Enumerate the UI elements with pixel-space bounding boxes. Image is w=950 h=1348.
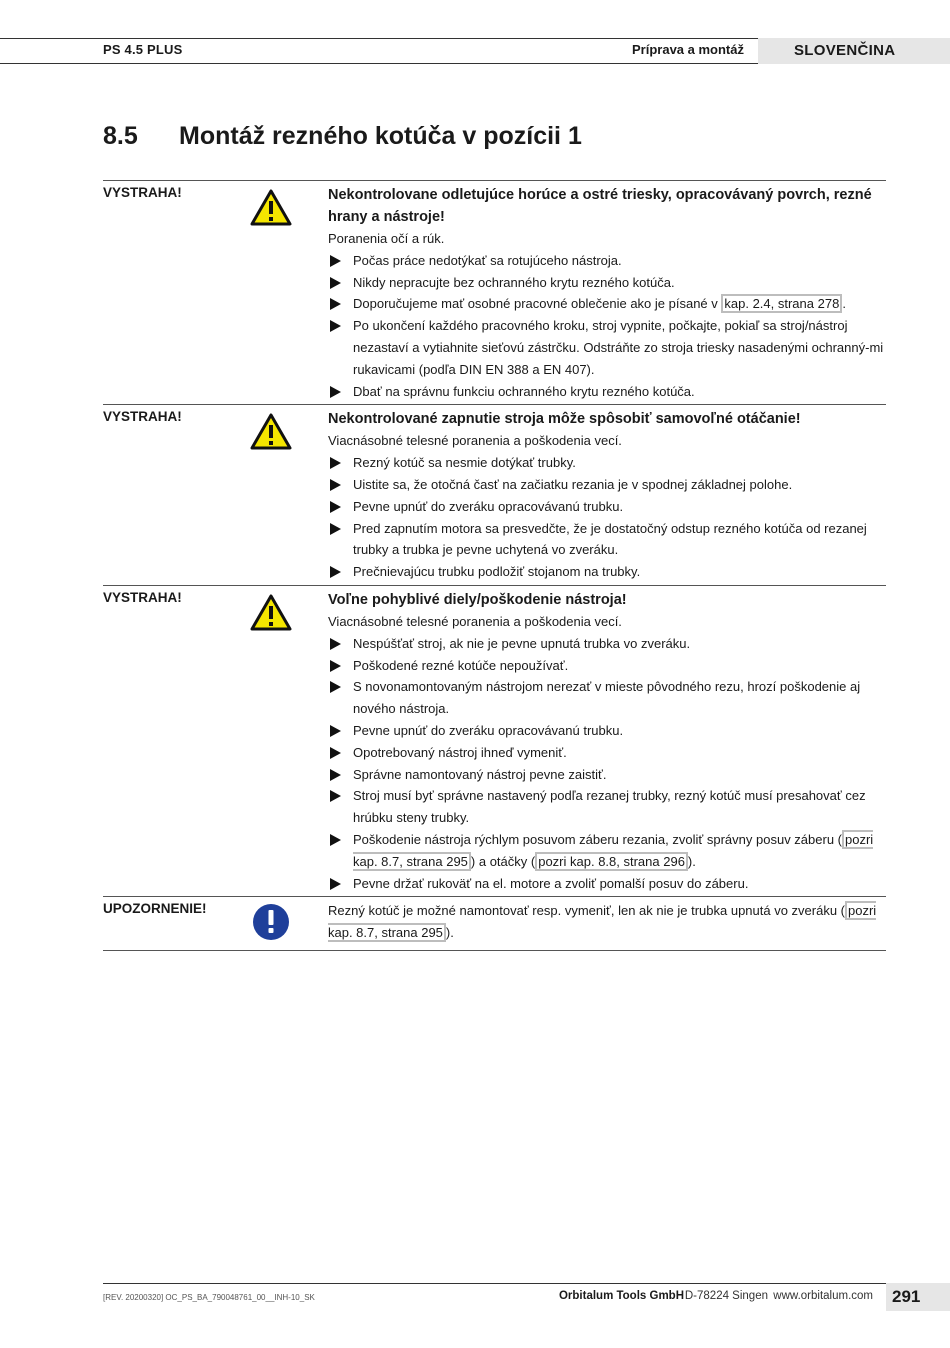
notice-block xyxy=(103,896,886,951)
list-item: Stroj musí byť správne nastavený podľa rezanej trubky, rezný kotúč musí presahovať cez hrúbku steny trubky. xyxy=(328,785,886,829)
footer-website: www.orbitalum.com xyxy=(773,1290,873,1302)
signal-word: VYSTRAHA! xyxy=(103,409,182,425)
safety-notices xyxy=(103,180,886,951)
notice-heading: Nekontrolované zapnutie stroja môže spôsobiť samovoľné otáčanie! xyxy=(328,411,801,428)
warning-triangle-icon xyxy=(250,413,292,451)
notice-heading: Voľne pohyblivé diely/poškodenie nástroja! xyxy=(328,591,627,608)
warning-triangle-icon xyxy=(250,594,292,632)
header-language: SLOVENČINA xyxy=(758,38,950,64)
page-title xyxy=(103,122,582,151)
list-item xyxy=(328,829,886,873)
list-item: S novonamontovaným nástrojom nerezať v mieste pôvodného rezu, hrozí poškodenie aj nového nástroja. xyxy=(328,676,886,720)
footer-rule xyxy=(103,1283,886,1284)
instruction-list xyxy=(328,633,886,895)
list-item xyxy=(328,293,886,315)
notice-heading: Nekontrolovane odletujúce horúce a ostré triesky, opracovávaný povrch, rezné hrany a nástroje! xyxy=(328,187,872,225)
signal-word: VYSTRAHA! xyxy=(103,185,182,200)
list-item: Uistite sa, že otočná časť na začiatku rezania je v spodnej základnej polohe. xyxy=(328,474,886,496)
footer-address: D-78224 Singen xyxy=(684,1290,768,1302)
list-item: Počas práce nedotýkať sa rotujúceho nástroja. xyxy=(328,250,886,272)
list-item: Prečnievajúcu trubku podložiť stojanom na trubky. xyxy=(328,561,886,583)
list-item: Pevne držať rukoväť na el. motore a zvoliť pomalší posuv do záberu. xyxy=(328,873,886,895)
notice-content xyxy=(328,900,886,948)
warning-triangle-icon xyxy=(250,189,292,227)
list-item-text: Doporučujeme mať osobné pracovné oblečenie ako je písané v xyxy=(353,296,722,312)
instruction-list xyxy=(328,452,886,583)
list-item-text: ). xyxy=(687,853,696,869)
list-item: Pevne upnúť do zveráku opracovávanú trubku. xyxy=(328,720,886,742)
list-item: Nespúšťať stroj, ak nie je pevne upnutá trubka vo zveráku. xyxy=(328,633,886,655)
cross-reference-link[interactable]: kap. 2.4, strana 278 xyxy=(721,294,842,313)
list-item-text: ) a otáčky ( xyxy=(470,853,536,869)
header-section: Príprava a montáž xyxy=(632,42,744,57)
list-item-text: . xyxy=(842,296,846,312)
list-item-text: Poškodenie nástroja rýchlym posuvom záberu rezania, zvoliť správny posuv záberu ( xyxy=(353,831,842,847)
header-rule-bottom xyxy=(0,63,758,64)
list-item: Rezný kotúč sa nesmie dotýkať trubky. xyxy=(328,452,886,474)
list-item: Nikdy nepracujte bez ochranného krytu rezného kotúča. xyxy=(328,272,886,294)
section-title: Montáž rezného kotúča v pozícii 1 xyxy=(179,122,582,150)
notice-description: Viacnásobné telesné poranenia a poškodenia vecí. xyxy=(328,613,622,629)
list-item: Dbať na správnu funkciu ochranného krytu rezného kotúča. xyxy=(328,381,886,403)
list-item: Opotrebovaný nástroj ihneď vymeniť. xyxy=(328,742,886,764)
notice-text-part: Rezný kotúč je možné namontovať resp. vymeniť, len ak nie je trubka upnutá vo zveráku ( xyxy=(328,903,846,919)
notice-content xyxy=(328,408,886,583)
page-number: 291 xyxy=(886,1283,950,1311)
warning-block-2 xyxy=(103,404,886,585)
warning-block-3 xyxy=(103,585,886,896)
signal-word: UPOZORNENIE! xyxy=(103,901,207,917)
warning-block-1 xyxy=(103,180,886,404)
notice-description: Viacnásobné telesné poranenia a poškodenia vecí. xyxy=(328,433,622,449)
notice-text xyxy=(328,900,886,944)
list-item: Po ukončení každého pracovného kroku, stroj vypnite, počkajte, pokiaľ sa stroj/nástroj nezastaví a vytiahnite sieťovú zástrčku. Odstráňte zo stroja triesky nasadenými ochranný-mi rukavicami (podľa DIN EN 388 a EN 407). xyxy=(328,315,886,380)
notice-description: Poranenia očí a rúk. xyxy=(328,231,445,246)
section-number: 8.5 xyxy=(103,122,138,150)
list-item: Pred zapnutím motora sa presvedčte, že je dostatočný odstup rezného kotúča od rezanej trubky a trubka je pevne uchytená vo zveráku. xyxy=(328,518,886,562)
cross-reference-link[interactable]: pozri kap. 8.7, strana 295 xyxy=(328,903,877,941)
header-rule-top xyxy=(0,38,758,39)
notice-exclamation-icon xyxy=(250,902,292,940)
cross-reference-link[interactable]: pozri kap. 8.7, strana 295 xyxy=(353,831,874,869)
cross-reference-link[interactable]: pozri kap. 8.8, strana 296 xyxy=(535,852,688,871)
list-item: Pevne upnúť do zveráku opracovávanú trubku. xyxy=(328,496,886,518)
signal-word: VYSTRAHA! xyxy=(103,589,182,605)
list-item: Poškodené rezné kotúče nepoužívať. xyxy=(328,655,886,677)
footer-company: Orbitalum Tools GmbH xyxy=(558,1290,684,1302)
notice-content xyxy=(328,589,886,894)
instruction-list xyxy=(328,250,886,403)
footer-revision: [REV. 20200320] OC_PS_BA_790048761_00__INH-10_SK xyxy=(103,1293,315,1302)
notice-text-part: ). xyxy=(445,925,454,941)
header-model: PS 4.5 PLUS xyxy=(103,42,183,57)
list-item: Správne namontovaný nástroj pevne zaistiť. xyxy=(328,764,886,786)
notice-content xyxy=(328,184,886,402)
